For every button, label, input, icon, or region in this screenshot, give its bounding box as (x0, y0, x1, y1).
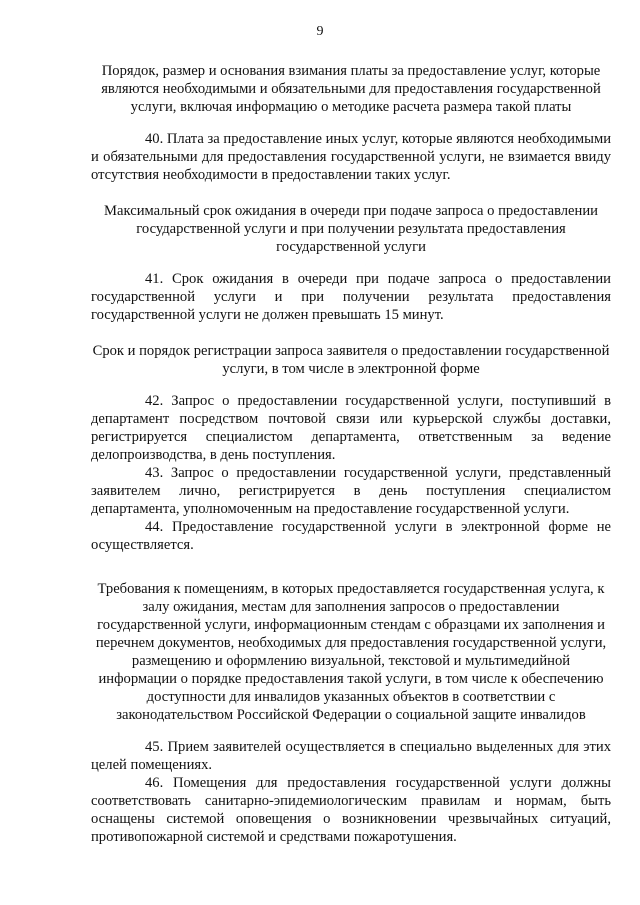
paragraph-40: 40. Плата за предоставление иных услуг, которые являются необходимыми и обязательными для предоставления государственной услуги, не взимается ввиду отсутствия необходимости в предоставлении таких услуг. (91, 131, 612, 183)
paragraph-44: 44. Предоставление государственной услуги в электронной форме не осуществляется. (91, 519, 611, 553)
section-heading-payment: Порядок, размер и основания взимания платы за предоставление услуг, которые являются необходимыми и обязательными для предоставления государственной услуги, включая информацию о методике расчета размера такой платы (101, 63, 601, 115)
paragraph-45: 45. Прием заявителей осуществляется в специально выделенных для этих целей помещениях. (91, 739, 611, 773)
paragraph-41: 41. Срок ожидания в очереди при подаче запроса о предоставлении государственной услуги и при получении результата предоставления государственной услуги не должен превышать 15 минут. (91, 271, 611, 323)
document-body (91, 62, 611, 846)
page-number: 9 (316, 24, 324, 39)
section-heading-premises: Требования к помещениям, в которых предоставляется государственная услуга, к залу ожидания, местам для заполнения запросов о предоставлении государственной услуги, информационным стендам с образцами их заполнения и перечнем документов, необходимых для предоставления государственной услуги, размещению и оформлению визуальной, текстовой и мультимедийной информации о порядке предоставления такой услуги, в том числе к обеспечению доступности для инвалидов указанных объектов в соответствии с законодательством Российской Федерации о социальной защите инвалидов (95, 581, 607, 723)
paragraph-43: 43. Запрос о предоставлении государственной услуги, представленный заявителем лично, регистрируется в день поступления специалистом департамента, уполномоченным на предоставление государственной услуги. (91, 465, 611, 517)
section-heading-registration: Срок и порядок регистрации запроса заявителя о предоставлении государственной услуги, в том числе в электронной форме (92, 343, 610, 377)
paragraph-42: 42. Запрос о предоставлении государственной услуги, поступивший в департамент посредством почтовой связи или курьерской службы доставки, регистрируется специалистом департамента, ответственным за ведение делопроизводства, в день поступления. (91, 393, 611, 463)
paragraph-46: 46. Помещения для предоставления государственной услуги должны соответствовать санитарно-эпидемиологическим правилам и нормам, быть оснащены системой оповещения о возникновении чрезвычайных ситуаций, противопожарной системой и средствами пожаротушения. (91, 775, 611, 845)
section-heading-queue: Максимальный срок ожидания в очереди при подаче запроса о предоставлении государственной услуги и при получении результата предоставления государственной услуги (104, 203, 598, 255)
